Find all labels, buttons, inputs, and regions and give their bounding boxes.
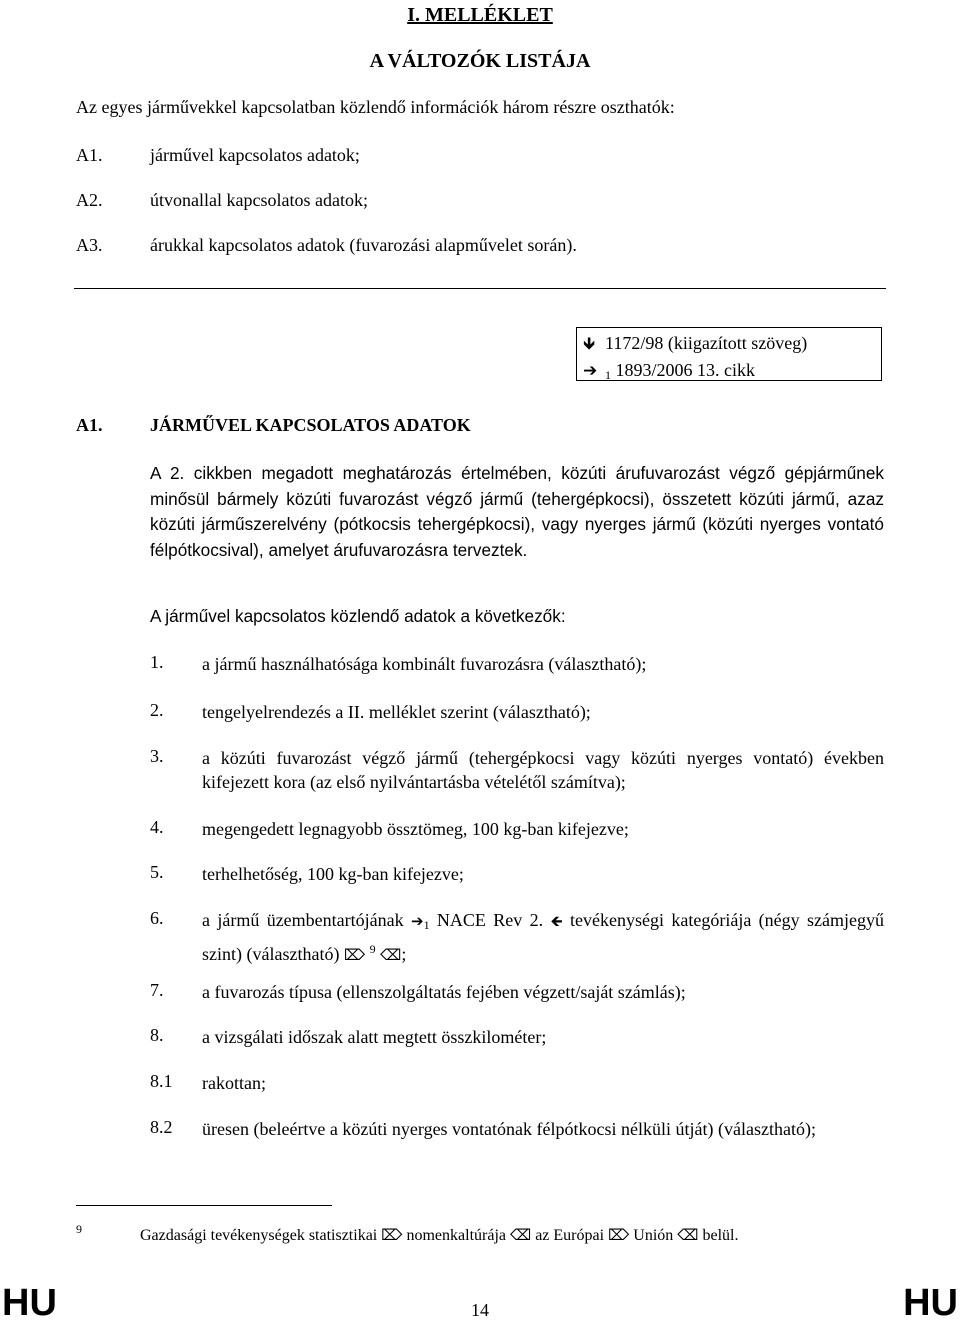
item-number: 7.: [150, 980, 164, 1000]
intro-item-text: árukkal kapcsolatos adatok (fuvarozási alapművelet során).: [150, 235, 577, 255]
item-text: megengedett legnagyobb össztömeg, 100 kg-ban kifejezve;: [202, 819, 629, 839]
section-label: A1.: [76, 415, 103, 435]
item-text: a közúti fuvarozást végző jármű (tehergépkocsi vagy közúti nyerges vontató) években kifejezett kora (az első nyilvántartásba vételétől számítva);: [202, 748, 884, 792]
item-number: 5.: [150, 862, 164, 882]
language-code-right: HU: [903, 1282, 958, 1324]
item-text-nace: [202, 908, 884, 967]
definition-paragraph: A 2. cikkben megadott meghatározás értelmében, közúti árufuvarozást végző gépjárműnek minősül bármely közúti fuvarozást végző jármű (tehergépkocsi), összetett közúti jármű, azaz közúti járműszerelvény (pótkocsis tehergépkocsi), vagy nyerges jármű (közúti nyerges vontató félpótkocsival), amelyet árufuvarozásra terveztek.: [150, 463, 884, 560]
section-divider: [74, 288, 886, 289]
footnote-number: 9: [76, 1222, 82, 1236]
intro-item-label: A3.: [76, 235, 103, 255]
item-text-part: NACE Rev 2.: [436, 910, 544, 930]
reference-subscript: 1: [605, 368, 611, 382]
item-text: rakottan;: [202, 1073, 266, 1093]
footnote-ref[interactable]: 9: [369, 942, 376, 956]
insert-marker-icon: ⌦: [381, 1226, 403, 1244]
footnote-part: belül.: [702, 1227, 739, 1244]
item-text: üresen (beleértve a közúti nyerges vontatónak félpótkocsi nélküli útját) (választható);: [202, 1119, 816, 1139]
reference-text: 1172/98 (kiigazított szöveg): [605, 333, 808, 353]
item-subscript: 1: [423, 918, 430, 932]
item-text: a jármű használhatósága kombinált fuvarozásra (választható);: [202, 654, 647, 674]
section-title: JÁRMŰVEL KAPCSOLATOS ADATOK: [150, 415, 471, 435]
page-number: 14: [471, 1300, 489, 1320]
list-lead-text: A járművel kapcsolatos közlendő adatok a következők:: [150, 606, 566, 626]
item-number: 4.: [150, 817, 164, 837]
item-number: 8.1: [150, 1071, 173, 1091]
right-arrow-icon: ➔: [410, 912, 424, 930]
left-arrow-icon: 🡸: [550, 912, 563, 930]
language-code-left: HU: [2, 1282, 57, 1324]
item-text-part: ;: [401, 944, 407, 964]
item-number: 6.: [150, 908, 164, 928]
intro-item-text: útvonallal kapcsolatos adatok;: [150, 190, 368, 210]
right-arrow-icon: ➔: [583, 361, 598, 381]
item-number: 2.: [150, 700, 164, 720]
footnote-part: Gazdasági tevékenységek statisztikai: [140, 1227, 378, 1244]
item-number: 3.: [150, 746, 164, 766]
reference-text: 1893/2006 13. cikk: [615, 360, 755, 380]
delete-marker-icon: ⌫: [677, 1226, 699, 1244]
intro-item-text: járművel kapcsolatos adatok;: [150, 145, 360, 165]
item-text-part: tevékenységi kategóriája (négy számjegyű szint) (választható): [202, 910, 884, 964]
item-text: tengelyelrendezés a II. melléklet szerint (választható);: [202, 702, 591, 722]
item-number: 8.: [150, 1025, 164, 1045]
footnote-part: nomenkaltúrája: [406, 1227, 506, 1244]
item-text: a fuvarozás típusa (ellenszolgáltatás fejében végzett/saját számlás);: [202, 982, 686, 1002]
intro-item-label: A2.: [76, 190, 103, 210]
item-text-part: a jármű üzembentartójának: [202, 910, 404, 930]
item-text: a vizsgálati időszak alatt megtett összkilométer;: [202, 1027, 547, 1047]
annex-title: I. MELLÉKLET: [407, 4, 553, 26]
item-number: 8.2: [150, 1117, 173, 1137]
down-arrow-icon: 🡻: [583, 334, 596, 354]
footnote-part: az Európai: [535, 1227, 605, 1244]
footnote-separator: [76, 1205, 332, 1206]
insert-marker-icon: ⌦: [343, 946, 366, 964]
reference-line-1: [583, 330, 881, 357]
delete-marker-icon: ⌫: [380, 946, 402, 964]
intro-text: Az egyes járművekkel kapcsolatban közlendő információk három részre oszthatók:: [76, 97, 675, 117]
reference-line-2: [583, 357, 881, 388]
footnote-part: Unión: [633, 1227, 674, 1244]
delete-marker-icon: ⌫: [509, 1226, 532, 1244]
footnote-text: [140, 1226, 739, 1245]
item-text: terhelhetőség, 100 kg-ban kifejezve;: [202, 864, 464, 884]
list-title: A VÁLTOZÓK LISTÁJA: [369, 50, 591, 72]
item-number: 1.: [150, 652, 164, 672]
insert-marker-icon: ⌦: [608, 1226, 630, 1244]
intro-item-label: A1.: [76, 145, 103, 165]
reference-box: [576, 327, 882, 381]
